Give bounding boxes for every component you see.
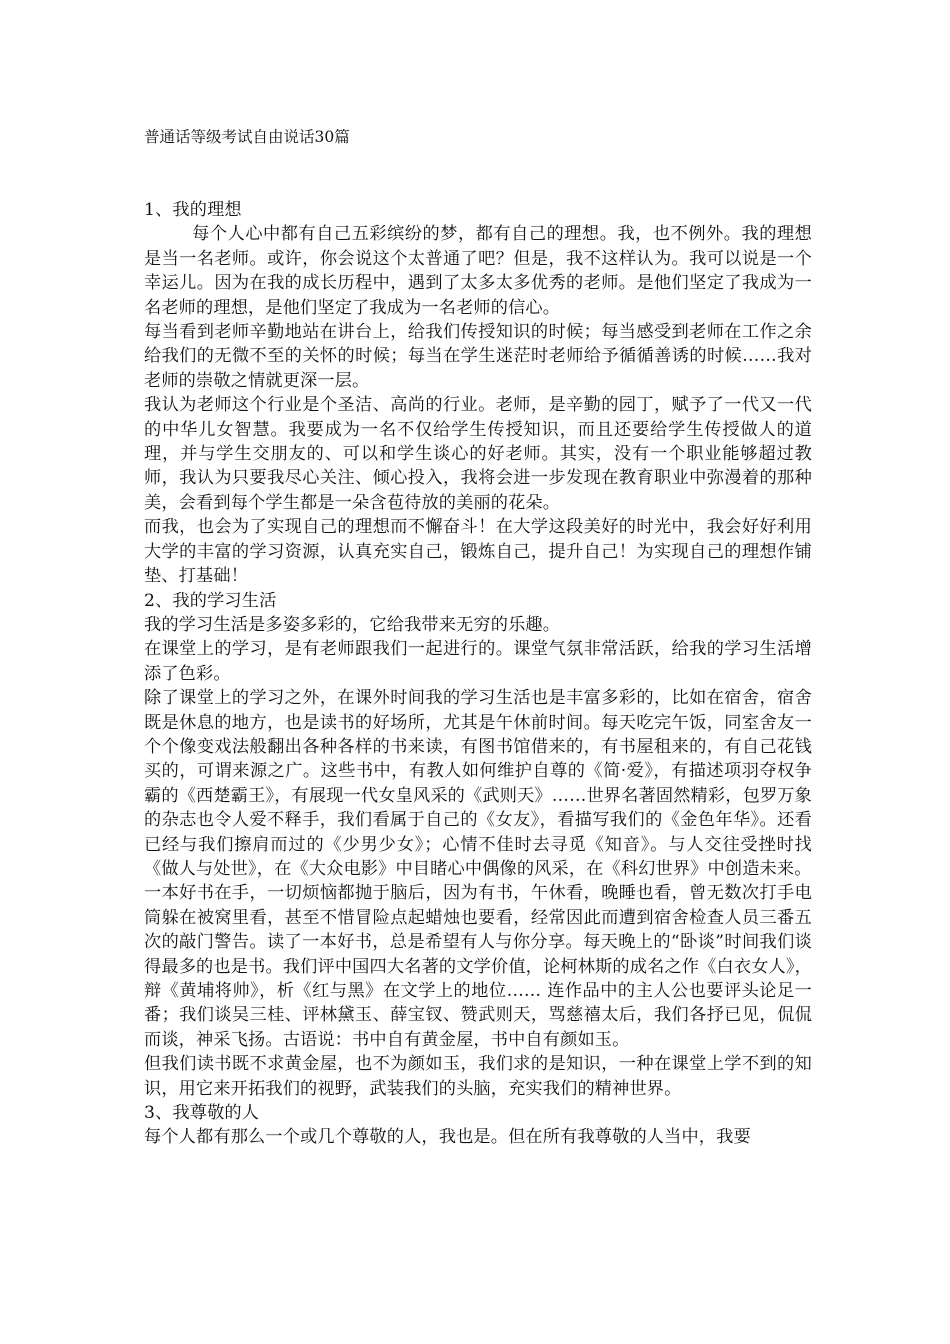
paragraph: 除了课堂上的学习之外，在课外时间我的学习生活也是丰富多彩的，比如在宿舍，宿舍既是休息的地方，也是读书的好场所，尤其是午休前时间。每天吃完午饭，同室舍友一个个像变戏法般翻出各种各样的书来读，有图书馆借来的，有书屋租来的，有自己花钱买的，可谓来源之广。这些书中，有教人如何维护自尊的《简·爱》，有描述项羽夺权争霸的《西楚霸王》，有展现一代女皇风采的《武则天》……世界名著固然精彩，包罗万象的杂志也令人爱不释手，我们看属于自己的《女友》，看描写我们的《金色年华》。还看已经与我们擦肩而过的《少男少女》；心情不佳时去寻觅《知音》。与人交往受挫时找《做人与处世》，在《大众电影》中目睹心中偶像的风采，在《科幻世界》中创造未来。	[144, 688, 812, 879]
paragraph: 但我们读书既不求黄金屋，也不为颜如玉，我们求的是知识，一种在课堂上学不到的知识，用它来开拓我们的视野，武装我们的头脑，充实我们的精神世界。	[144, 1054, 812, 1099]
section-heading-3: 3、我尊敬的人	[144, 1103, 260, 1124]
paragraph: 每当看到老师辛勤地站在讲台上，给我们传授知识的时候；每当感受到老师在工作之余给我们的无微不至的关怀的时候；每当在学生迷茫时老师给予循循善诱的时候……我对老师的崇敬之情就更深一层。	[144, 322, 812, 391]
paragraph: 每个人都有那么一个或几个尊敬的人，我也是。但在所有我尊敬的人当中，我要	[144, 1127, 751, 1148]
paragraph: 而我，也会为了实现自己的理想而不懈奋斗！在大学这段美好的时光中，我会好好利用大学的丰富的学习资源，认真充实自己，锻炼自己，提升自己！为实现自己的理想作铺垫、打基础！	[144, 517, 812, 587]
paragraph: 我的学习生活是多姿多彩的，它给我带来无穷的乐趣。	[144, 614, 561, 635]
paragraph: 一本好书在手，一切烦恼都抛于脑后，因为有书，午休看，晚睡也看，曾无数次打手电筒躲在被窝里看，甚至不惜冒险点起蜡烛也要看，经常因此而遭到宿舍检查人员三番五次的敲门警告。读了一本好书，总是希望有人与你分享。每天晚上的“卧谈”时间我们谈得最多的也是书。我们评中国四大名著的文学价值，论柯林斯的成名之作《白衣女人》，辩《黄埔将帅》，析《红与黑》在文学上的地位…… 连作品中的主人公也要评头论足一番；我们谈吴三桂、评林黛玉、薛宝钗、赞武则天，骂慈禧太后，我们各抒已见，侃侃而谈，神采飞扬。古语说：书中自有黄金屋，书中自有颜如玉。	[144, 883, 812, 1050]
section-heading-1: 1、我的理想	[144, 200, 242, 220]
section-heading-2: 2、我的学习生活	[144, 590, 277, 611]
paragraph: 我认为老师这个行业是个圣洁、高尚的行业。老师，是辛勤的园丁，赋予了一代又一代的中华儿女智慧。我要成为一名不仅给学生传授知识，而且还要给学生传授做人的道理，并与学生交朋友的、可以和学生谈心的好老师。其实，没有一个职业能够超过教师，我认为只要我尽心关注、倾心投入，我将会进一步发现在教育职业中弥漫着的那种美，会看到每个学生都是一朵含苞待放的美丽的花朵。	[144, 395, 812, 513]
paragraph: 在课堂上的学习，是有老师跟我们一起进行的。课堂气氛非常活跃，给我的学习生活增添了色彩。	[144, 639, 812, 684]
document-title: 普通话等级考试自由说话30篇	[144, 128, 350, 146]
document-body	[144, 198, 812, 1150]
paragraph: 每个人心中都有自己五彩缤纷的梦，都有自己的理想。我，也不例外。我的理想是当一名老师。或许，你会说这个太普通了吧？但是，我不这样认为。我可以说是一个幸运儿。因为在我的成长历程中，遇到了太多太多优秀的老师。是他们坚定了我成为一名老师的理想，是他们坚定了我成为一名老师的信心。	[144, 224, 812, 318]
